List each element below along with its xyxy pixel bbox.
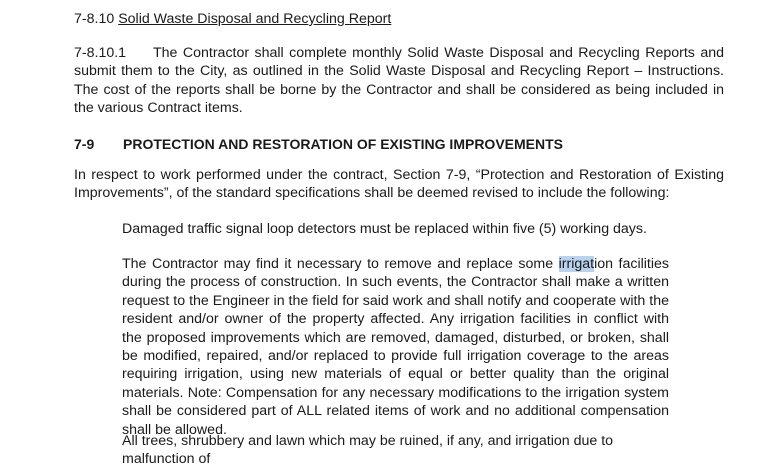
section-7-8-10-heading <box>74 10 391 28</box>
cut-off-paragraph: All trees, shrubbery and lawn which may be ruined, if any, and irrigation due to malfunction of <box>122 433 614 467</box>
paragraph-text: The Contractor shall complete monthly Solid Waste Disposal and Recycling Reports and submit them to the City, as outlined in the Solid Waste Disposal and Recycling Report – Instructions. The cost of the reports shall be borne by the Contractor and shall be considered as being included in the various Contract items. <box>74 45 725 116</box>
irrigation-text-after: ion facilities during the process of construction. In such events, the Contractor shall make a written request to the Engineer in the field for said work and shall notify and cooperate with the resident and/or owner of the property affected. Any irrigation facilities in conflict with the proposed improvements which are removed, damaged, disturbed, or broken, shall be modified, repaired, and/or replaced to provide full irrigation coverage to the areas requiring irrigation, using new materials of equal or better quality than the original materials. Note: Compensation for any necessary modifications to the irrigation system shall be considered part of ALL related items of work and no additional compensation shall be allowed. <box>122 256 669 438</box>
search-highlight[interactable]: irrigat <box>558 256 595 272</box>
section-number: 7-8.10 <box>74 11 115 27</box>
intro-paragraph: In respect to work performed under the contract, Section 7-9, “Protection and Restoration of Existing Improvements”, of the standard specifications shall be deemed revised to include the following: <box>74 167 724 202</box>
section-title: PROTECTION AND RESTORATION OF EXISTING IMPROVEMENTS <box>123 136 563 152</box>
loop-detectors-paragraph: Damaged traffic signal loop detectors must be replaced within five (5) working days. <box>122 221 647 237</box>
section-7-9-heading <box>74 135 563 153</box>
irrigation-text-before: The Contractor may find it necessary to remove and replace some <box>122 256 559 272</box>
section-number: 7-9 <box>74 136 95 152</box>
paragraph-7-8-10-1 <box>74 44 724 117</box>
paragraph-number: 7-8.10.1 <box>74 45 127 61</box>
section-title: Solid Waste Disposal and Recycling Report <box>118 11 392 27</box>
irrigation-paragraph <box>122 255 669 439</box>
